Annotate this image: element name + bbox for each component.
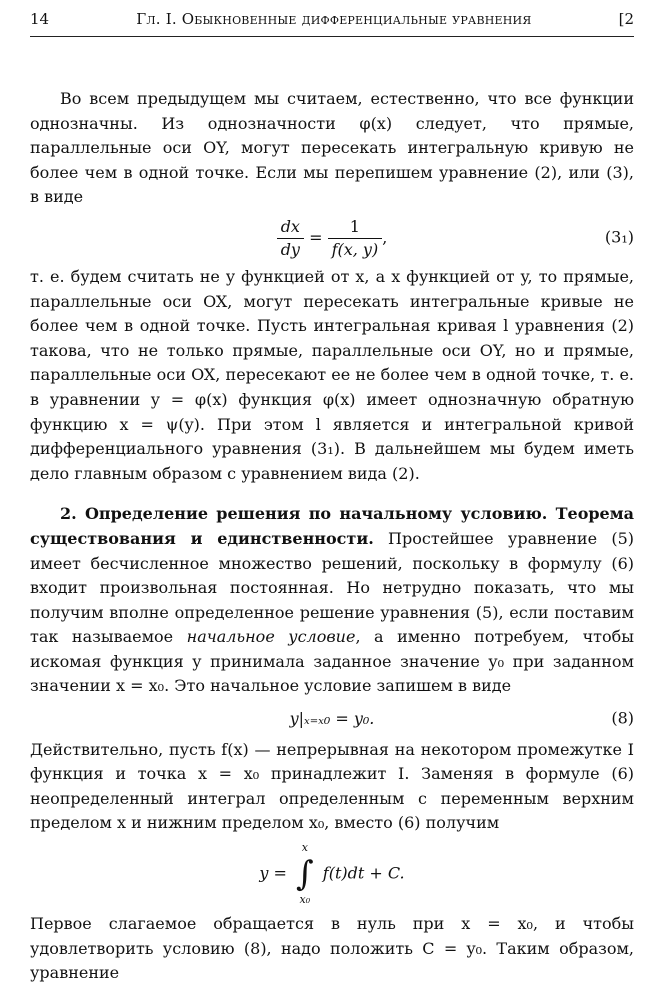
section-text: Простейшее уравнение (5) имеет бесчисленное множество решений, поскольку в формулу (6) входит произвольная постоянная. Но нетрудно показать, что мы получим вполне определенное решение уравнения (5), если поставим так называемое: [30, 528, 634, 647]
equation-8: [30, 707, 634, 732]
emphasized-term: начальное условие: [186, 627, 356, 647]
equation-integral: [30, 842, 634, 906]
fraction-numerator: 1: [328, 216, 383, 239]
equation-number: (3₁): [604, 228, 634, 248]
section-heading: 2. Определение решения по начальному условию. Теорема существования и единственности.: [30, 504, 634, 548]
fraction-one-over-f: [328, 216, 383, 261]
integral-rhs: f(t)dt + C.: [322, 863, 405, 883]
running-title: Гл. I. Обыкновенные дифференциальные уравнения: [136, 10, 532, 28]
paragraph-section-2: [30, 502, 634, 699]
fraction-denominator: dy: [280, 239, 300, 259]
integral-lhs: y =: [259, 863, 287, 883]
paragraph-single-valuedness: Во всем предыдущем мы считаем, естественно, что все функции однозначны. Из однозначности φ(x) следует, что прямые, параллельные оси OY, могут пересекать интегральную кривую не более чем в одной точке. Если мы перепишем уравнение (2), или (3), в виде: [30, 89, 634, 207]
integral-symbol: [296, 842, 314, 906]
book-page: [30, 10, 634, 986]
equation-3-1: [30, 216, 634, 261]
section-text-continued: , а именно потребуем, чтобы искомая функция y принимала заданное значение y₀ при заданном значении x = x₀. Это начальное условие запишем в виде: [30, 627, 635, 696]
paragraph-definite-integral: Действительно, пусть f(x) — непрерывная на некотором промежутке I функция и точка x = x₀ принадлежит I. Заменяя в формуле (6) неопределенный интеграл определенным с переменным верхним пределом x и нижним пределом x₀, вместо (6) получим: [30, 739, 634, 833]
equals-sign: =: [309, 227, 323, 247]
running-header: [30, 10, 634, 37]
fraction-dx-dy: [277, 216, 304, 261]
equation-number: (8): [611, 709, 634, 729]
equation-punctuation: ,: [382, 227, 388, 247]
integral-sign: ∫: [295, 854, 314, 895]
paragraph-constant-choice: Первое слагаемое обращается в нуль при x = x₀, и чтобы удовлетворить условию (8), надо положить C = y₀. Таким образом, уравнение: [30, 914, 634, 983]
section-reference: [2: [618, 10, 634, 28]
fraction-denominator: f(x, y): [331, 239, 379, 259]
integral-upper-limit: x: [301, 841, 308, 855]
page-number: 14: [30, 10, 50, 28]
fraction-numerator: dx: [277, 216, 304, 239]
integral-lower-limit: x₀: [299, 893, 311, 907]
paragraph-inverse-function: т. е. будем считать не y функцией от x, а x функцией от y, то прямые, параллельные оси OX, могут пересекать интегральные кривые не более чем в одной точке. Пусть интегральная кривая l уравнения (2) такова, что не только прямые, параллельные оси OY, но и прямые, параллельные оси OX, пересекают ее не более чем в одной точке, т. е. в уравнении y = φ(x) функция φ(x) имеет однозначную обратную функцию x = ψ(y). При этом l является и интегральной кривой дифференциального уравнения (3₁). В дальнейшем мы будем иметь дело главным образом с уравнением вида (2).: [30, 266, 634, 483]
initial-condition-formula: y|ₓ₌ₓ₀ = y₀.: [289, 709, 375, 729]
page-body: [30, 87, 634, 986]
